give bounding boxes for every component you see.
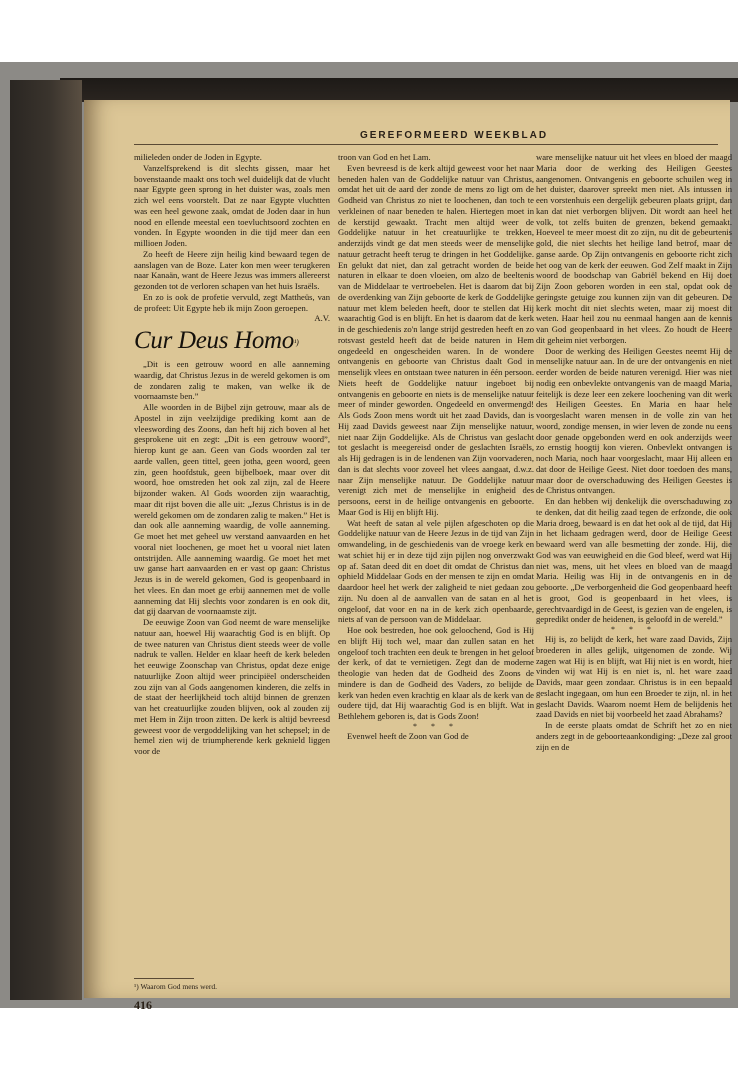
author-initials: A.V. <box>314 313 330 324</box>
footnote-rule <box>134 978 194 979</box>
paragraph: De eeuwige Zoon van God neemt de ware menselijke natuur aan, hoewel Hij waarachtig God is en blijft. Op de twee naturen van Christus dient steeds weer de volle nadruk te vallen. Helder en klaar heeft de kerk beleden het eeuwige Zoonschap van Christus, opdat deze enige natuurlijke Zoon altijd weer principiëel onderscheiden zou zijn van al Gods aangenomen kinderen, die zelfs in de staat der heerlijkheid toch altijd binnen de grenzen van het creatuurlijke zouden blijven, ook al zouden zij met Hem in Zijn troon zitten. De kerk is altijd bevreesd geweest voor de vergoddelijking van het schepsel; in de hemel zien wij de triumpherende kerk geknield liggen voor de <box>134 617 330 756</box>
article-title <box>134 326 330 356</box>
footnote-marker: ¹) <box>294 338 299 347</box>
paragraph: En dan hebben wij denkelijk die overschaduwing zo te denken, dat dit heilig zaad tegen de erfzonde, die ook Maria droeg, bewaard is en dat het ook al de tijd, dat Hij in het lichaam gedragen werd, door de Heilige Geest bewaard werd van alle besmetting der zonde. Hij, die God was van eeuwigheid en die God bleef, werd wat Hij niet was, mens, uit het vlees en bloed van de maagd Maria. Heilig was Hij in de ontvangenis en in de geboorte. „De verborgenheid die God geopenbaard heeft is groot, God is geopenbaard in het vlees, is gerechtvaardigd in de Geest, is gezien van de engelen, is gepredikt onder de heidenen, is geloofd in de wereld.” <box>536 496 732 625</box>
paragraph: Hij is, zo belijdt de kerk, het ware zaad Davids, Zijn broederen in alles gelijk, uitgenomen de zonde. Wij zagen wat Hij is en blijft, wat Hij niet is en wordt, hier vinden wij wat Hij is en niet is, nl. het ware zaad Davids, maar geen zondaar. Christus is in een bepaald geslacht ingegaan, om hun een Broeder te zijn, nl. in het geslacht Davids. Waarom noemt Hem de belijdenis het zaad Davids en niet bij voorbeeld het zaad Abrahams? <box>536 634 732 720</box>
header-rule <box>134 144 718 145</box>
text-column-3 <box>536 152 732 752</box>
magazine-page <box>84 100 732 1012</box>
paragraph: milieleden onder de Joden in Egypte. <box>134 152 262 162</box>
paragraph: Alle woorden in de Bijbel zijn getrouw, maar als de Apostel in zijn veelzijdige prediking komt aan de vleeswording des Zoons, dan heft hij zich boven al het gesprokene uit en zegt: „Dit is een getrouw woord”, hierop kunt ge aan. Geen van Gods woorden zal ter aarde vallen, geen tittel, geen jotha, geen woord, geen zin, geen hoofdstuk, geen bijbelboek, maar over dit woord, hoe omstreden het ook zal zijn, zal de Heere bijzonder waken. Al Gods woorden zijn waarachtig, maar dit rijst boven die alle uit: „Jezus Christus is in de wereld gekomen om de zondaren zalig te maken.” Het is dan ook alle aanneming waardig, de volle aanneming. Ge moet het met geheel uw verstand aanvaarden en het vooral niet loochenen, ge moet het u vooral niet laten ontstrijden. Alle aanneming waardig. Ge moet het met uw ganse hart aanvaarden en er vast op gaan: Christus Jezus is in de wereld gekomen, God is geopenbaard in het vlees. En dan moet ge erbij aannemen met de volle aanneming dat Hij slechts voor zondaren is en ook dit, dat gij daarvan de voornaamste zijt. <box>134 402 330 617</box>
text-column-1 <box>134 152 330 757</box>
section-divider: * * * <box>413 721 459 731</box>
paragraph: Hoe ook bestreden, hoe ook geloochend, God is Hij en blijft Hij toch wel, maar dan zullen satan en het ongeloof toch trachten een deuk te brengen in het geloof der kerk, of dat te vernietigen. Zegt dan de moderne theologie van heden dat de Godheid des Zoons de mindere is dan de Godheid des Vaders, zo belijde de kerk van heden even krachtig en klaar als de kerk van de oudere tijd, dat Hij waarachtig God is en blijft. Wat in Bethlehem geboren is, dat is Gods Zoon! <box>338 625 534 721</box>
paragraph: Zo heeft de Heere zijn heilig kind bewaard tegen de aanslagen van de Boze. Later kon men weer terugkeren naar Kanaän, want de Heere Jezus was immers allereerst gezonden tot de verloren schapen van het huis Israëls. <box>134 248 330 291</box>
paragraph: In de eerste plaats omdat de Schrift het zo en niet anders zegt in de geboorteaankondiging: „Deze zal groot zijn en de <box>536 720 732 752</box>
running-header: GEREFORMEERD WEEKBLAD <box>359 130 549 141</box>
paragraph: Vanzelfsprekend is dit slechts gissen, maar het bovenstaande maakt ons toch wel duidelijk dat de vlucht naar Egypte geen sprong in het duister was, zoals men zich wel eens voorstelt. Dat ze naar Egypte vluchtten was een heel gewone zaak, omdat de Joden daar in hun nood en ellende meestal een toevluchtsoord zochten en vonden. In Egypte woonden in die tijd meer dan een millioen Joden. <box>134 162 330 248</box>
book-top-edge <box>60 78 738 102</box>
footnote: ¹) Waarom God mens werd. <box>134 982 217 991</box>
paragraph: Wat heeft de satan al vele pijlen afgeschoten op die Goddelijke natuur van de Heere Jezus in de tijd van Zijn omwandeling, in de geschiedenis van de vroege kerk en wat schiet hij er in deze tijd zijn pijlen nog onverzwakt op af. Satan deed dit en doet dit omdat de Christus dan ophield Middelaar Gods en der mensen te zijn en omdat daardoor heel het werk der zaligheid te niet gedaan zou zijn. Nu doen al de aanvallen van de satan en al het ongeloof, dat voor en na in de kerk zich openbaarde, niets af van de persoon van de Middelaar. <box>338 517 534 625</box>
section-divider: * * * <box>611 625 657 634</box>
book-binding-edge <box>10 80 82 1000</box>
paragraph: ware menselijke natuur uit het vlees en bloed der maagd Maria door de werking des Heiligen Geestes aangenomen. Ontvangenis en geboorte schuilen weg in het duister, daarover spreekt men niet. Als intussen in een vorstenhuis een dergelijk gebeuren plaats grijpt, dan kan dat niet verborgen blijven. Dit wordt aan heel het volk, tot zelfs buiten de grenzen, bekend gemaakt. Hoeveel te meer moest dit zo zijn, nu dit de gebeurtenis gold, die niet slechts het heilige land betrof, maar de ganse aarde. Op Zijn ontvangenis en geboorte richt zich het oog van de kerk der eeuwen. God Zelf maakt in Zijn woord de boodschap van Gabriël bekend en Hij doet Zijn Zoon geboren worden in een stal, opdat ook de geringste getuige zou kunnen zijn van dit gebeuren. De kerk mocht dit niet slechts weten, maar zij moest dit weten. Haar heil zou nu eenmaal hangen aan de kennis van God geopenbaard in het vlees. Zo houdt de Heere dit geheim niet verborgen. <box>536 152 732 345</box>
paragraph: Evenwel heeft de Zoon van God de <box>347 730 469 741</box>
paragraph: Even bevreesd is de kerk altijd geweest voor het naar beneden halen van de Goddelijke natuur van Christus, omdat het uit de aard der zonde de mens zo ligt om de Godheid van Christus zo niet te loochenen, dan toch te verkleinen of naar beneden te halen. Hiertegen moet in de kerstijd gewaakt. Tracht men altijd weer de Goddelijke natuur in het creatuurlijke te trekken, anderzijds vindt ge dat men steeds weer de menselijke natuur getracht heeft terug te dringen in het Goddelijke. En gelukt dat niet, dan zal getracht worden de beide naturen in elkaar te doen vloeien, om alzo de beeltenis van de Middelaar te vertroebelen. Het is daarom dat bij de overdenking van Zijn geboorte de kerk de Goddelijke natuur met klem beleden heeft, door te stellen dat Hij waarachtig God is en blijft. En het is daarom dat de kerk in de geschiedenis zo'n lange strijd gestreden heeft en zo rotsvast gesteld heeft dat de beide naturen in Hem ongedeeld en ongescheiden waren. In de wondere ontvangenis en geboorte van Christus daalt God in menselijk vlees en ontstaan twee naturen in één persoon. Niets heeft de Goddelijke natuur ingeboet bij ontvangenis en geboorte en niets is de menselijke natuur meer of minder geworden. Ongedeeld en onvermengd! Als Gods Zoon mens wordt uit het zaad Davids, dan is Hij zaad Davids geweest naar Zijn menselijke natuur, niet naar Zijn Goddelijke. Als de Christus van geslacht tot geslacht is meegereisd onder de geslachten Israëls, als Hij gedragen is in de lendenen van Zijn voorvaderen, dan is dat slechts voor zoveel het vlees aangaat, d.w.z. naar Zijn menselijke natuur. De Goddelijke natuur verenigt zich met de menselijke in enigheid des persoons, eerst in de heilige ontvangenis en geboorte. Maar God is Hij en blijft Hij. <box>338 162 534 517</box>
text-column-2 <box>338 152 534 742</box>
paragraph: En zo is ook de profetie vervuld, zegt Mattheüs, van de profeet: Uit Egypte heb ik mijn Zoon geroepen. <box>134 291 330 313</box>
paragraph: Door de werking des Heiligen Geestes neemt Hij de menselijke natuur aan. In de ure der ontvangenis en niet eerder worden de beide naturen verenigd. Hier was niet nodig een onbevlekte ontvangenis van de maagd Maria, feitelijk is deze leer een zekere loochening van dit werk des Heiligen Geestes. En Maria en haar hele voorgeslacht waren mensen in de volle zin van het woord, zondige mensen, in wier leven de zonde nu eens door genade opgebonden werd en ook anderzijds weer zo ernstig hoogtij kon vieren. Onbevlekt ontvangen is noch Maria, noch haar voorgeslacht, maar Hij alleen en dat door de Heilige Geest. Niet door toedoen des mans, maar door de overschaduwing des Heiligen Geestes is de Christus ontvangen. <box>536 345 732 496</box>
paragraph: troon van God en het Lam. <box>338 152 431 162</box>
article-title-text: Cur Deus Homo <box>134 327 294 354</box>
paragraph: „Dit is een getrouw woord en alle aanneming waardig, dat Christus Jezus in de wereld gekomen is om de zondaren zalig te maken, van welke ik de voornaamste ben.” <box>134 359 330 402</box>
page-number: 416 <box>134 998 152 1012</box>
